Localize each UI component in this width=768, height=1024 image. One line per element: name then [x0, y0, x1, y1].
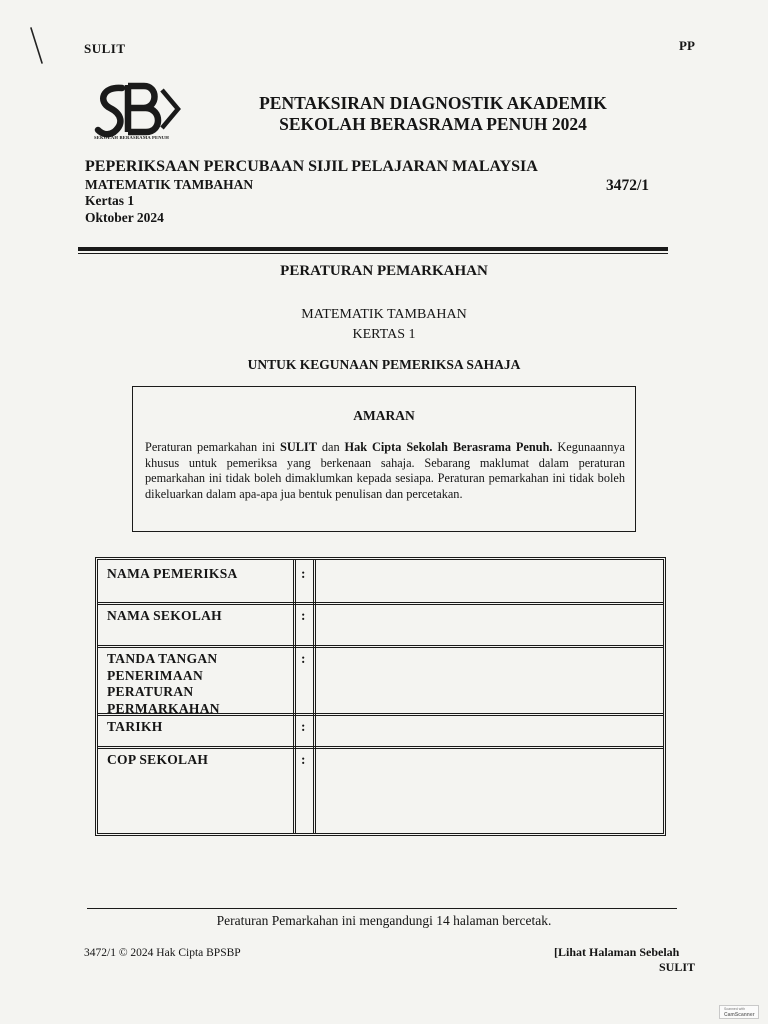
header-divider-thin [78, 253, 668, 254]
examiner-only-notice: UNTUK KEGUNAAN PEMERIKSA SAHAJA [247, 357, 521, 372]
subject-name: MATEMATIK TAMBAHAN [85, 177, 254, 192]
warning-box [132, 386, 636, 532]
document-paper: KERTAS 1 [352, 327, 416, 342]
form-label-examiner-name: NAMA PEMERIKSA [107, 566, 238, 581]
document-code-pp: PP [679, 38, 695, 53]
warning-text-part: dan [316, 440, 345, 454]
row-divider [98, 645, 663, 648]
scanner-badge-line2: CamScanner [724, 1012, 755, 1018]
warning-text [145, 440, 625, 502]
form-label-school-stamp: COP SEKOLAH [107, 752, 209, 767]
form-colon: : [301, 752, 306, 767]
classification-label-bottom: SULIT [659, 960, 696, 974]
warning-copyright: Hak Cipta Sekolah Berasrama Penuh. [344, 440, 553, 454]
examiner-form-table [95, 557, 666, 836]
assessment-title [200, 93, 666, 135]
logo-caption: SEKOLAH BERASRAMA PENUH [94, 135, 170, 140]
warning-text-part: Peraturan pemarkahan ini [145, 440, 280, 454]
form-colon: : [301, 566, 306, 581]
assessment-title-line2: SEKOLAH BERASRAMA PENUH 2024 [279, 114, 587, 134]
column-divider [313, 560, 316, 833]
paper-code: 3472/1 [606, 177, 650, 194]
next-page-note: [Lihat Halaman Sebelah [554, 945, 680, 959]
exam-name: PEPERIKSAAN PERCUBAAN SIJIL PELAJARAN MALAYSIA [85, 158, 538, 175]
copyright-line: 3472/1 © 2024 Hak Cipta BPSBP [84, 947, 241, 959]
page-count-note: Peraturan Pemarkahan ini mengandungi 14 halaman bercetak. [216, 913, 552, 928]
footer-divider [87, 908, 677, 909]
header-divider-thick [78, 247, 668, 251]
warning-sulit: SULIT [279, 440, 317, 454]
form-label-signature: TANDA TANGAN PENERIMAAN PERATURAN PERMARKAHAN [107, 651, 220, 716]
pen-mark [28, 26, 46, 66]
row-divider [98, 602, 663, 605]
warning-text-part: Kegunaannya khusus untuk pemeriksa yang berkenaan sahaja. Sebarang maklumat dalam peraturan pemarkahan ini tidak boleh dimaklumkan kepada sesiapa. Peraturan pemarkahan ini tidak boleh dikeluarkan dalam apa-apa jua bentuk penulisan dan percetakan. [145, 440, 626, 501]
form-colon: : [301, 719, 306, 734]
scanner-badge-line1: Scanned with [724, 1007, 746, 1011]
form-colon: : [301, 608, 306, 623]
row-divider [98, 746, 663, 749]
warning-title: AMARAN [353, 408, 415, 423]
paper-number: Kertas 1 [85, 193, 135, 208]
camscanner-badge [719, 1005, 759, 1019]
document-subject: MATEMATIK TAMBAHAN [301, 307, 467, 322]
form-label-date: TARIKH [107, 719, 163, 734]
exam-date: Oktober 2024 [85, 210, 164, 225]
form-label-school-name: NAMA SEKOLAH [107, 608, 222, 623]
assessment-title-line1: PENTAKSIRAN DIAGNOSTIK AKADEMIK [259, 93, 607, 113]
document-title: PERATURAN PEMARKAHAN [280, 263, 488, 279]
classification-label-top: SULIT [84, 41, 126, 56]
form-colon: : [301, 651, 306, 666]
column-divider [293, 560, 296, 833]
